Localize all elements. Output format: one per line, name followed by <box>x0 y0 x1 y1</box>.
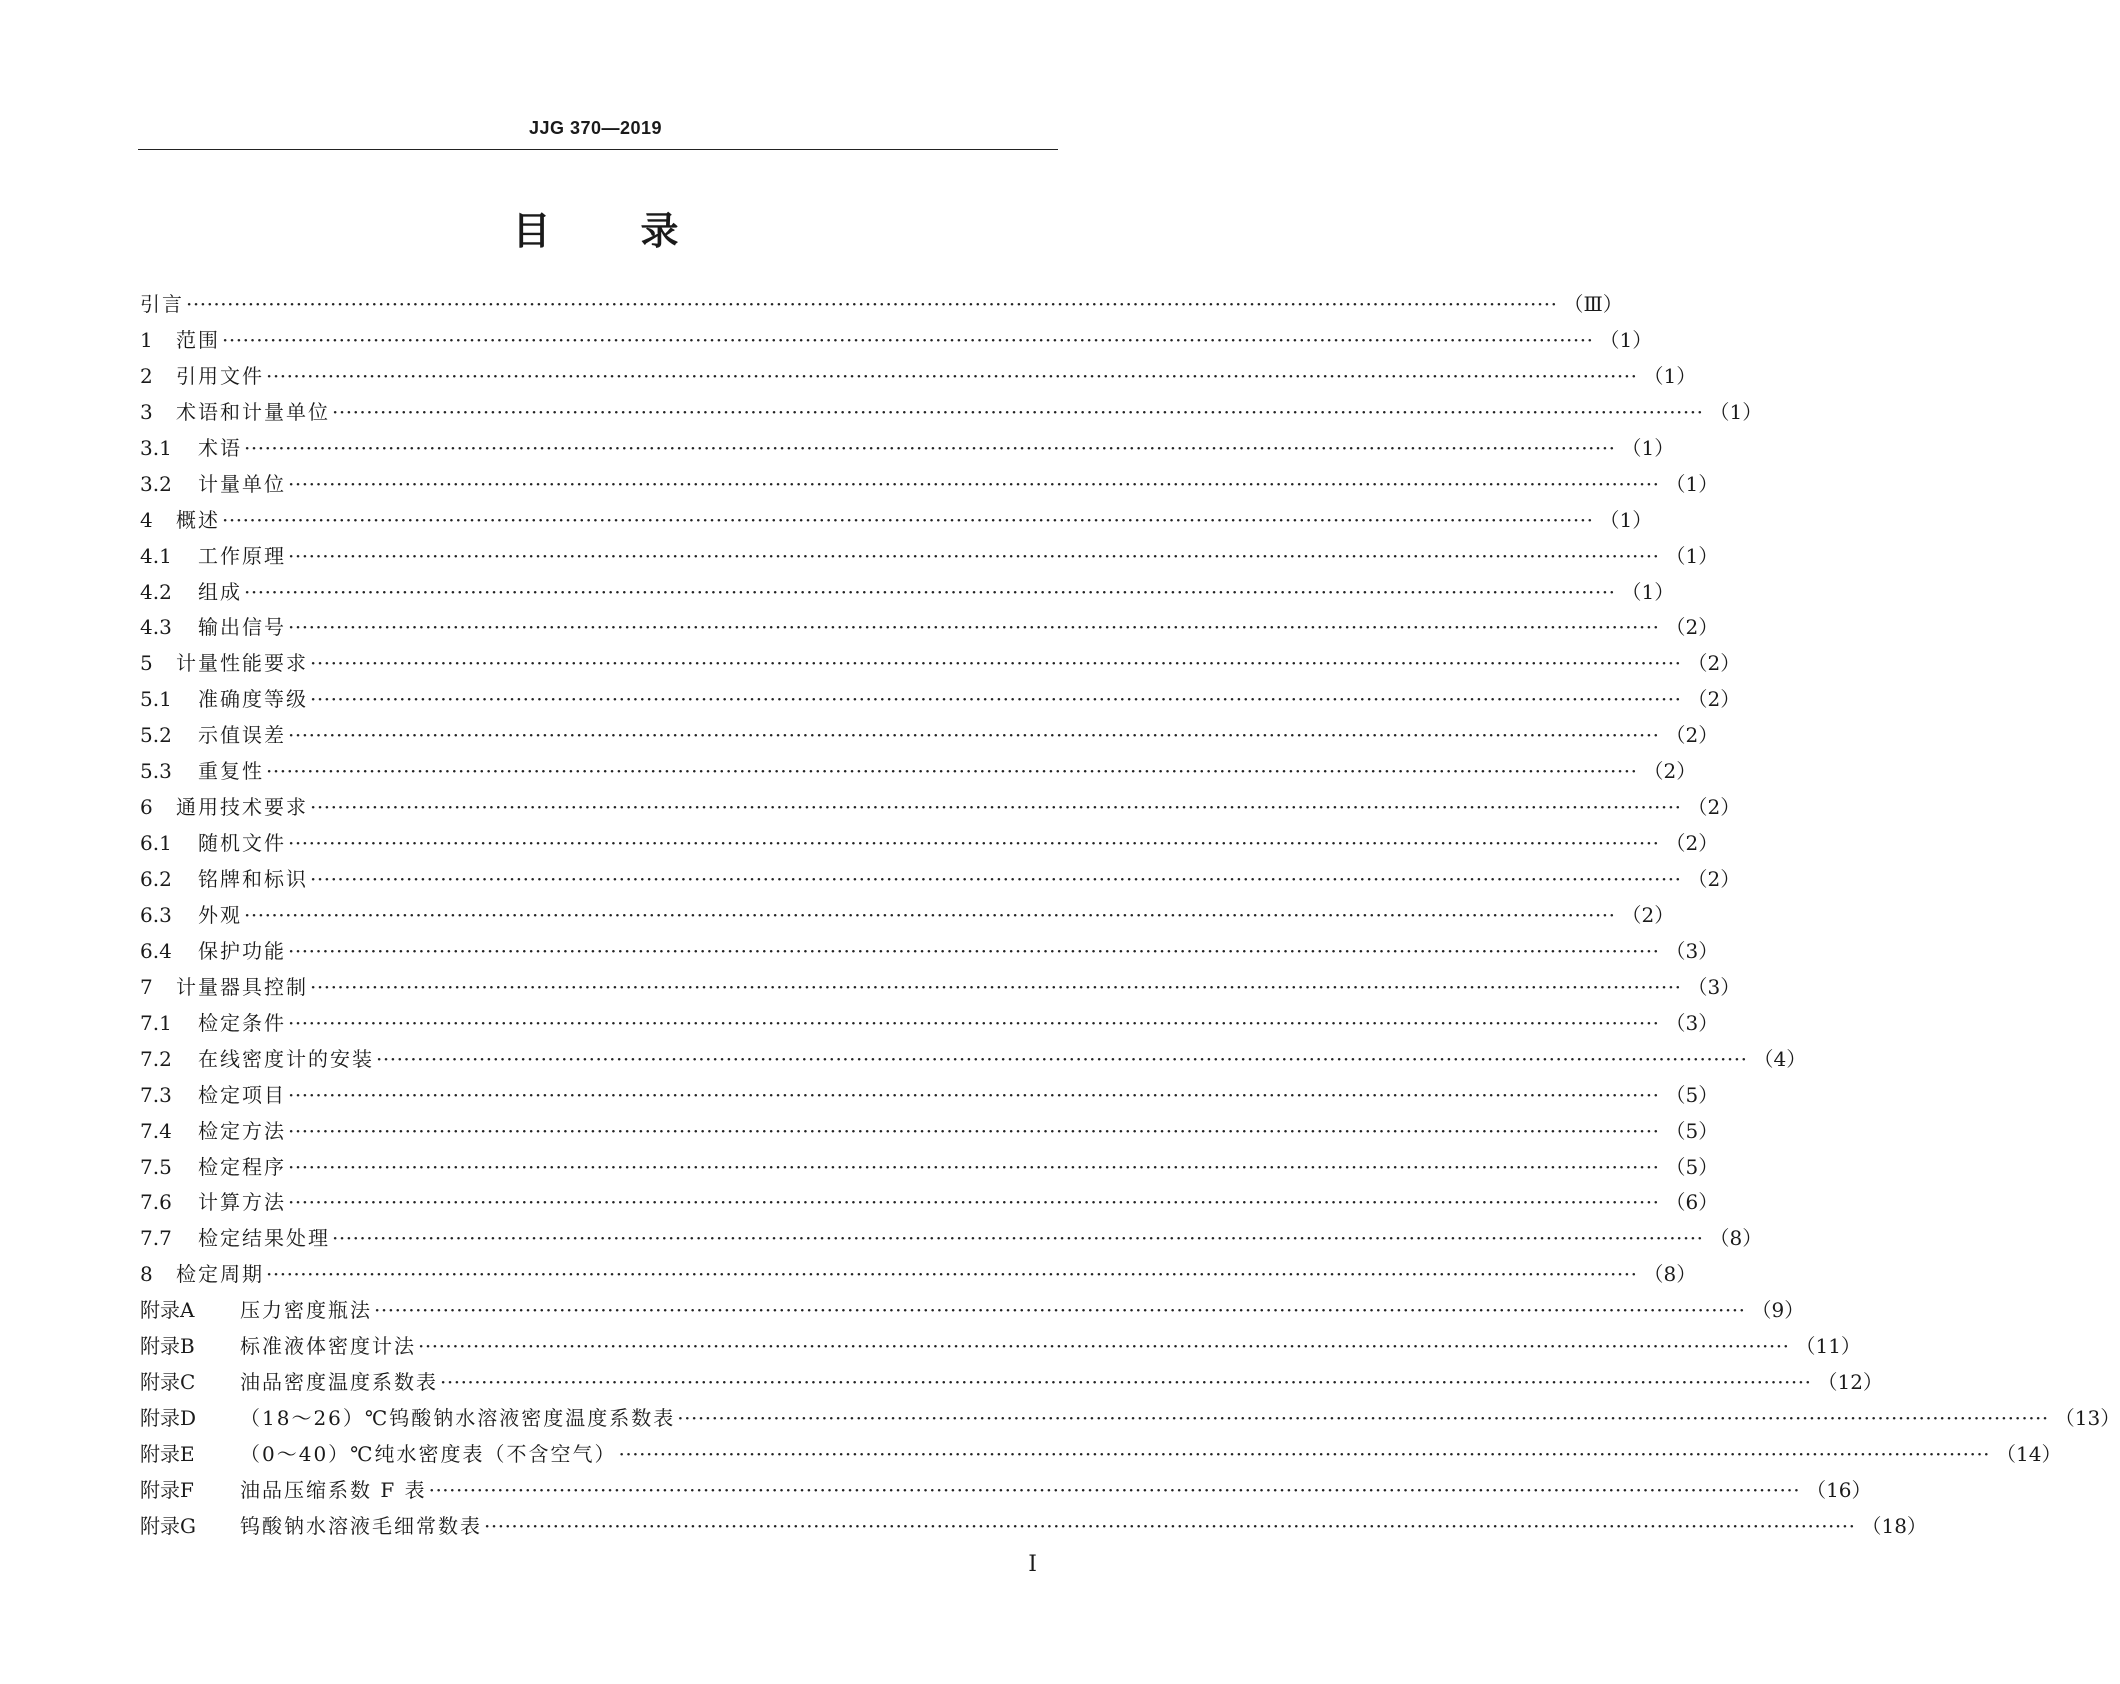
toc-dot-leader: ········································································································································································································ <box>484 1513 1856 1538</box>
toc-entry-page: （6） <box>1665 1190 1719 1215</box>
toc-entry-page: （2） <box>1687 687 1741 712</box>
toc-entry-title: 引用文件 <box>176 363 264 388</box>
toc-entry-page: （13） <box>2054 1406 2120 1431</box>
toc-entry[interactable] <box>140 504 1653 540</box>
toc-entry-number: 5.1 <box>140 687 172 712</box>
toc-entry-page: （1） <box>1665 471 1719 496</box>
header-rule <box>138 149 1058 150</box>
toc-entry[interactable] <box>140 611 1719 647</box>
toc-entry-number: 7.3 <box>140 1082 172 1107</box>
toc-entry[interactable] <box>140 1079 1719 1115</box>
toc-entry[interactable] <box>140 1151 1719 1187</box>
toc-entry[interactable] <box>140 971 1741 1007</box>
toc-entry-page: （9） <box>1751 1298 1805 1323</box>
toc-entry-page: （1） <box>1709 399 1763 424</box>
toc-entry[interactable] <box>140 935 1719 971</box>
toc-entry[interactable] <box>140 1474 1872 1510</box>
toc-entry[interactable] <box>140 324 1653 360</box>
toc-entry-number: 附录C <box>140 1370 196 1395</box>
toc-entry-page: （4） <box>1753 1046 1807 1071</box>
toc-entry-number: 8 <box>140 1262 153 1287</box>
toc-entry-title: 检定条件 <box>198 1010 286 1035</box>
toc-entry-title: 压力密度瓶法 <box>240 1298 372 1323</box>
toc-dot-leader: ········································································································································································································ <box>288 831 1660 856</box>
toc-dot-leader: ········································································································································································································ <box>288 1082 1660 1107</box>
toc-entry[interactable] <box>140 1007 1719 1043</box>
toc-entry-title: 范围 <box>176 327 220 352</box>
toc-entry-title: 检定程序 <box>198 1154 286 1179</box>
toc-dot-leader: ········································································································································································································ <box>244 435 1616 460</box>
toc-entry[interactable] <box>140 576 1675 612</box>
toc-entry-title: 钨酸钠水溶液毛细常数表 <box>240 1513 482 1538</box>
toc-entry-title: 组成 <box>198 579 242 604</box>
toc-entry-title: 油品压缩系数 F 表 <box>240 1477 427 1502</box>
toc-entry[interactable] <box>140 1043 1807 1079</box>
toc-entry-title: 铭牌和标识 <box>198 867 308 891</box>
toc-entry-title: 在线密度计的安装 <box>198 1046 374 1071</box>
toc-entry[interactable] <box>140 1438 2062 1474</box>
toc-entry[interactable] <box>140 468 1719 504</box>
toc-entry-number: 附录B <box>140 1334 195 1359</box>
toc-dot-leader: ········································································································································································································ <box>288 471 1660 496</box>
toc-entry-title: 检定结果处理 <box>198 1226 330 1251</box>
toc-entry-page: （16） <box>1806 1477 1872 1502</box>
toc-dot-leader: ········································································································································································································ <box>374 1298 1746 1323</box>
toc-entry-page: （2） <box>1687 867 1741 891</box>
toc-entry-title: 检定项目 <box>198 1082 286 1107</box>
toc-dot-leader: ········································································································································································································ <box>288 1118 1660 1143</box>
toc-entry[interactable] <box>140 1222 1763 1258</box>
toc-entry-page: （14） <box>1996 1442 2062 1466</box>
toc-entry-page: （1） <box>1643 363 1697 388</box>
toc-entry-number: 7.1 <box>140 1010 172 1035</box>
toc-entry-number: 7.7 <box>140 1226 172 1251</box>
toc-entry-number: 3.2 <box>140 471 172 496</box>
page-title <box>0 200 1191 255</box>
toc-entry-number: 7.2 <box>140 1046 172 1071</box>
toc-entry-title: 工作原理 <box>198 543 286 568</box>
toc-entry-number: 3.1 <box>140 435 172 460</box>
toc-entry-number: 附录A <box>140 1298 195 1323</box>
toc-entry[interactable] <box>140 647 1741 683</box>
toc-entry-page: （12） <box>1817 1370 1883 1395</box>
toc-entry-title: 示值误差 <box>198 723 286 748</box>
toc-entry-number: 4.2 <box>140 579 172 604</box>
toc-entry-page: （2） <box>1687 795 1741 820</box>
toc-entry-number: 4.1 <box>140 543 172 568</box>
toc-entry-number: 附录D <box>140 1406 197 1431</box>
toc-entry[interactable] <box>140 1330 1861 1366</box>
toc-entry-number: 5.2 <box>140 723 172 748</box>
toc-entry-title: 计量器具控制 <box>176 974 308 999</box>
toc-entry-page: （2） <box>1665 615 1719 640</box>
toc-dot-leader: ········································································································································································································ <box>266 1262 1638 1287</box>
toc-entry-title: 术语和计量单位 <box>176 399 330 424</box>
toc-dot-leader: ········································································································································································································ <box>428 1477 1801 1502</box>
toc-entry-page: （5） <box>1665 1118 1719 1143</box>
toc-entry[interactable] <box>140 827 1719 863</box>
toc-entry-title: 外观 <box>198 902 242 927</box>
toc-entry-title: 输出信号 <box>198 615 286 640</box>
toc-entry-number: 1 <box>140 327 153 352</box>
toc-entry-number: 2 <box>140 363 153 388</box>
toc-entry-title: （18～26）℃钨酸钠水溶液密度温度系数表 <box>240 1406 676 1431</box>
toc-entry[interactable] <box>140 1294 1805 1330</box>
toc-entry-title: 随机文件 <box>198 831 286 856</box>
toc-dot-leader: ········································································································································································································ <box>310 795 1682 820</box>
toc-entry-number: 5 <box>140 651 153 676</box>
toc-entry[interactable] <box>140 683 1741 719</box>
toc-entry[interactable] <box>140 360 1697 396</box>
toc-entry-title: 计量性能要求 <box>176 651 308 676</box>
toc-dot-leader: ········································································································································································································ <box>288 1010 1660 1035</box>
toc-dot-leader: ········································································································································································································ <box>186 292 1558 316</box>
toc-dot-leader: ········································································································································································································ <box>310 974 1682 999</box>
toc-entry-number: 4 <box>140 507 153 532</box>
toc-entry-page: （2） <box>1621 902 1675 927</box>
toc-dot-leader: ········································································································································································································ <box>418 1334 1790 1359</box>
toc-dot-leader: ········································································································································································································ <box>288 1154 1660 1179</box>
toc-entry-title: 保护功能 <box>198 938 286 963</box>
toc-entry-title: 准确度等级 <box>198 687 308 712</box>
toc-entry[interactable] <box>140 1510 1927 1546</box>
toc-entry-page: （1） <box>1599 327 1653 352</box>
page-number: Ⅰ <box>1028 1552 1037 1577</box>
toc-entry[interactable] <box>140 396 1763 432</box>
toc-entry-page: （2） <box>1687 651 1741 676</box>
toc-entry-number: 7.4 <box>140 1118 172 1143</box>
toc-dot-leader: ········································································································································································································ <box>677 1406 2049 1431</box>
toc-entry-title: 概述 <box>176 507 220 532</box>
toc-entry[interactable] <box>140 540 1719 576</box>
toc-entry-page: （5） <box>1665 1082 1719 1107</box>
toc-dot-leader: ········································································································································································································ <box>288 938 1660 963</box>
toc-dot-leader: ········································································································································································································ <box>310 687 1682 712</box>
toc-entry-number: 7.6 <box>140 1190 172 1215</box>
toc-entry[interactable] <box>140 1366 1883 1402</box>
toc-entry-title: 引言 <box>140 292 184 316</box>
toc-entry[interactable] <box>140 288 1623 324</box>
toc-entry-title: 检定周期 <box>176 1262 264 1287</box>
toc-dot-leader: ········································································································································································································ <box>332 399 1704 424</box>
toc-entry-title: 计算方法 <box>198 1190 286 1215</box>
toc-entry[interactable] <box>140 755 1697 791</box>
toc-entry-page: （3） <box>1665 1010 1719 1035</box>
toc-entry-page: （1） <box>1599 507 1653 532</box>
toc-entry-number: 附录F <box>140 1477 194 1502</box>
toc-dot-leader: ········································································································································································································ <box>288 1190 1660 1215</box>
toc-dot-leader: ········································································································································································································ <box>618 1442 1991 1466</box>
toc-entry-number: 附录E <box>140 1442 195 1466</box>
toc-dot-leader: ········································································································································································································ <box>288 615 1660 640</box>
toc-entry-title: 术语 <box>198 435 242 460</box>
toc-entry-number: 6.2 <box>140 867 172 891</box>
toc-entry-page: （2） <box>1643 759 1697 784</box>
toc-entry-number: 6 <box>140 795 153 820</box>
toc-entry-number: 6.4 <box>140 938 172 963</box>
table-of-contents <box>140 288 2120 1546</box>
title-char-2: 录 <box>640 209 679 253</box>
toc-entry-title: 标准液体密度计法 <box>240 1334 416 1359</box>
toc-dot-leader: ········································································································································································································ <box>332 1226 1704 1251</box>
toc-dot-leader: ········································································································································································································ <box>440 1370 1812 1395</box>
title-char-1: 目 <box>512 209 551 253</box>
toc-entry-title: 通用技术要求 <box>176 795 308 820</box>
toc-entry-page: （Ⅲ） <box>1563 292 1623 316</box>
toc-entry-page: （3） <box>1665 938 1719 963</box>
toc-dot-leader: ········································································································································································································ <box>288 543 1660 568</box>
toc-dot-leader: ········································································································································································································ <box>288 723 1660 748</box>
toc-dot-leader: ········································································································································································································ <box>376 1046 1748 1071</box>
toc-entry-number: 3 <box>140 399 153 424</box>
toc-entry-number: 7.5 <box>140 1154 172 1179</box>
toc-entry-number: 6.3 <box>140 902 172 927</box>
toc-dot-leader: ········································································································································································································ <box>266 759 1638 784</box>
toc-dot-leader: ········································································································································································································ <box>310 867 1682 891</box>
toc-entry-page: （5） <box>1665 1154 1719 1179</box>
toc-entry-title: 重复性 <box>198 759 264 784</box>
toc-entry-page: （2） <box>1665 723 1719 748</box>
toc-entry-page: （8） <box>1709 1226 1763 1251</box>
toc-dot-leader: ········································································································································································································ <box>244 579 1616 604</box>
toc-entry-title: （0～40）℃纯水密度表（不含空气） <box>240 1442 617 1466</box>
toc-entry-title: 检定方法 <box>198 1118 286 1143</box>
toc-dot-leader: ········································································································································································································ <box>266 363 1638 388</box>
toc-entry-title: 油品密度温度系数表 <box>240 1370 438 1395</box>
toc-entry-number: 4.3 <box>140 615 172 640</box>
toc-entry-page: （3） <box>1687 974 1741 999</box>
toc-entry-number: 6.1 <box>140 831 172 856</box>
toc-dot-leader: ········································································································································································································ <box>244 902 1616 927</box>
toc-dot-leader: ········································································································································································································ <box>222 327 1594 352</box>
toc-entry[interactable] <box>140 1115 1719 1151</box>
toc-entry[interactable] <box>140 1186 1719 1222</box>
toc-entry-page: （11） <box>1795 1334 1861 1359</box>
toc-entry-page: （1） <box>1621 435 1675 460</box>
toc-entry-page: （1） <box>1665 543 1719 568</box>
toc-dot-leader: ········································································································································································································ <box>222 507 1594 532</box>
toc-entry[interactable] <box>140 791 1741 827</box>
toc-entry[interactable] <box>140 719 1719 755</box>
toc-entry[interactable] <box>140 899 1675 935</box>
toc-entry[interactable] <box>140 1402 2120 1438</box>
toc-entry-number: 附录G <box>140 1513 196 1538</box>
toc-dot-leader: ········································································································································································································ <box>310 651 1682 676</box>
document-code-header: JJG 370—2019 <box>528 118 663 138</box>
toc-entry[interactable] <box>140 432 1675 468</box>
toc-entry-title: 计量单位 <box>198 471 286 496</box>
toc-entry[interactable] <box>140 863 1741 899</box>
toc-entry-page: （1） <box>1621 579 1675 604</box>
toc-entry-page: （2） <box>1665 831 1719 856</box>
toc-entry-number: 5.3 <box>140 759 172 784</box>
toc-entry-page: （8） <box>1643 1262 1697 1287</box>
toc-entry-number: 7 <box>140 974 153 999</box>
toc-entry[interactable] <box>140 1258 1697 1294</box>
toc-entry-page: （18） <box>1861 1513 1927 1538</box>
